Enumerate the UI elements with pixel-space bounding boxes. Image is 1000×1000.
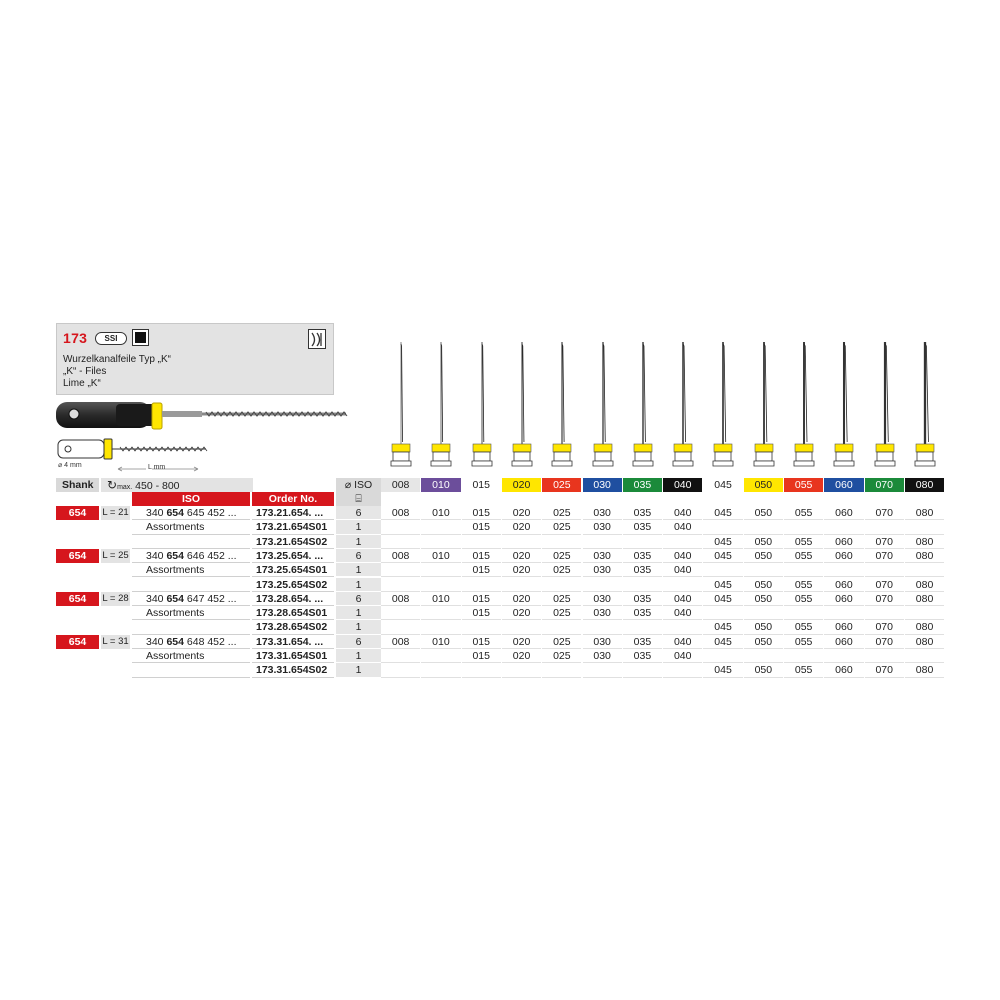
size-cell [865, 649, 904, 663]
iso-code-cell [132, 649, 250, 663]
size-cell: 045 [703, 535, 742, 549]
size-cell: 045 [703, 506, 742, 520]
size-cell: 020 [502, 649, 541, 663]
size-cell: 025 [542, 649, 581, 663]
size-cell: 020 [502, 563, 541, 577]
iso-size-header-035: 035 [623, 478, 662, 492]
iso-code-cell [132, 620, 250, 634]
file-illustration-055 [784, 338, 824, 472]
table-row [56, 620, 945, 634]
size-cell: 080 [905, 635, 944, 649]
size-cell: 035 [623, 592, 662, 606]
iso-size-header-070: 070 [865, 478, 904, 492]
size-cell [623, 620, 662, 634]
pack-quantity: 1 [336, 606, 381, 620]
iso-code-part: 648 452 ... [183, 635, 237, 648]
size-cell: 070 [865, 592, 904, 606]
shank-badge: 654 [56, 506, 99, 520]
iso-size-header-008: 008 [381, 478, 420, 492]
iso-code-cell [132, 549, 250, 563]
size-cell: 015 [462, 606, 501, 620]
file-illustration-010 [421, 338, 461, 472]
order-number[interactable]: 173.21.654S02 [252, 535, 334, 549]
size-cell [421, 663, 460, 677]
shank-badge: 654 [56, 549, 99, 563]
file-photo [56, 398, 348, 436]
size-cell [421, 649, 460, 663]
iso-code-part: 654 [166, 635, 184, 648]
size-cell: 080 [905, 535, 944, 549]
table-row [56, 606, 945, 620]
table-row [56, 578, 945, 592]
file-illustration-045 [703, 338, 743, 472]
size-cell [663, 535, 702, 549]
pack-quantity: 6 [336, 592, 381, 606]
size-cell: 070 [865, 663, 904, 677]
size-cell: 050 [744, 635, 783, 649]
size-cell: 035 [623, 506, 662, 520]
iso-code-part: 340 [146, 592, 167, 605]
size-cell: 055 [784, 592, 823, 606]
iso-size-header-010: 010 [421, 478, 460, 492]
size-cell [542, 663, 581, 677]
size-cell: 035 [623, 520, 662, 534]
size-cell [784, 563, 823, 577]
iso-column-header: ISO [132, 492, 250, 506]
size-cell: 035 [623, 606, 662, 620]
order-number[interactable]: 173.31.654S02 [252, 663, 334, 677]
autoclave-icon [308, 329, 326, 349]
speed-value: 450 - 800 [135, 480, 180, 492]
size-cell: 070 [865, 635, 904, 649]
size-cell [583, 620, 622, 634]
size-cell: 045 [703, 620, 742, 634]
pack-quantity: 1 [336, 578, 381, 592]
size-cell: 020 [502, 549, 541, 563]
length-label: L = 21 [101, 506, 130, 520]
table-row [56, 663, 945, 677]
size-cell: 020 [502, 592, 541, 606]
size-cell: 010 [421, 506, 460, 520]
size-cell: 030 [583, 592, 622, 606]
iso-code-cell [132, 578, 250, 592]
product-name-en: „K“ - Files [63, 366, 107, 377]
table-row [56, 649, 945, 663]
order-number[interactable]: 173.25.654. ... [252, 549, 334, 563]
size-cell: 080 [905, 592, 944, 606]
size-cell: 060 [824, 578, 863, 592]
size-cell [381, 563, 420, 577]
iso-code-cell [132, 663, 250, 677]
size-cell [744, 649, 783, 663]
pack-quantity: 1 [336, 663, 381, 677]
order-number[interactable]: 173.31.654S01 [252, 649, 334, 663]
size-cell: 050 [744, 620, 783, 634]
length-label: L = 31 [101, 635, 130, 649]
size-cell: 060 [824, 620, 863, 634]
size-cell: 050 [744, 535, 783, 549]
size-cell: 008 [381, 549, 420, 563]
order-number[interactable]: 173.21.654S01 [252, 520, 334, 534]
pack-quantity: 6 [336, 506, 381, 520]
table-header-row [56, 478, 945, 492]
rotation-speed-icon: ↻ [107, 478, 118, 492]
table-row [56, 535, 945, 549]
iso-code-part: 647 452 ... [183, 592, 237, 605]
size-cell: 055 [784, 578, 823, 592]
table-row [56, 563, 945, 577]
iso-size-header-055: 055 [784, 478, 823, 492]
size-cell: 030 [583, 649, 622, 663]
diameter-iso-header: ⌀ ISO [336, 478, 381, 492]
size-cell: 045 [703, 635, 742, 649]
product-name-de: Wurzelkanalfeile Typ „K“ [63, 354, 172, 365]
size-cell: 045 [703, 578, 742, 592]
size-cell: 070 [865, 549, 904, 563]
iso-code-part: 646 452 ... [183, 549, 237, 562]
file-illustration-020 [502, 338, 542, 472]
size-cell: 015 [462, 635, 501, 649]
size-cell [421, 620, 460, 634]
size-cell: 020 [502, 506, 541, 520]
size-cell [381, 578, 420, 592]
size-cell: 055 [784, 549, 823, 563]
size-cell [583, 663, 622, 677]
size-cell: 020 [502, 635, 541, 649]
size-cell [502, 620, 541, 634]
file-illustration-070 [865, 338, 905, 472]
order-number-column-header: Order No. [252, 492, 334, 506]
file-illustration-035 [623, 338, 663, 472]
iso-size-header-080: 080 [905, 478, 944, 492]
size-cell: 055 [784, 635, 823, 649]
size-cell: 040 [663, 563, 702, 577]
iso-code-part: 340 [146, 549, 167, 562]
iso-size-header-030: 030 [583, 478, 622, 492]
size-cell [703, 520, 742, 534]
size-cell: 015 [462, 549, 501, 563]
table-row [56, 549, 945, 563]
order-number[interactable]: 173.28.654S01 [252, 606, 334, 620]
table-row [56, 506, 945, 520]
iso-code-part: Assortments [146, 564, 205, 577]
material-badge: SSI [95, 332, 127, 345]
size-cell: 020 [502, 520, 541, 534]
size-cell [905, 606, 944, 620]
order-number[interactable]: 173.21.654. ... [252, 506, 334, 520]
length-label: L = 28 [101, 592, 130, 606]
size-cell: 015 [462, 592, 501, 606]
size-cell: 010 [421, 549, 460, 563]
pack-quantity: 1 [336, 620, 381, 634]
size-cell: 035 [623, 649, 662, 663]
file-illustration-040 [663, 338, 703, 472]
size-cell [744, 520, 783, 534]
size-cell: 025 [542, 549, 581, 563]
size-cell [421, 520, 460, 534]
pack-quantity: 1 [336, 520, 381, 534]
size-cell [865, 520, 904, 534]
size-cell: 030 [583, 549, 622, 563]
table-row [56, 592, 945, 606]
order-number[interactable]: 173.28.654S02 [252, 620, 334, 634]
size-cell [542, 620, 581, 634]
size-cell [744, 563, 783, 577]
order-number[interactable]: 173.25.654S02 [252, 578, 334, 592]
pack-quantity: 1 [336, 649, 381, 663]
iso-code-part: 654 [166, 592, 184, 605]
size-cell [824, 606, 863, 620]
size-cell [381, 649, 420, 663]
shank-badge: 654 [56, 592, 99, 606]
size-cell [865, 606, 904, 620]
size-cell: 060 [824, 535, 863, 549]
iso-code-part: 340 [146, 635, 167, 648]
size-cell: 010 [421, 592, 460, 606]
size-cell: 025 [542, 592, 581, 606]
size-cell [623, 663, 662, 677]
size-cell: 070 [865, 535, 904, 549]
size-cell: 060 [824, 635, 863, 649]
size-cell: 025 [542, 606, 581, 620]
size-cell: 055 [784, 663, 823, 677]
file-diagram [56, 436, 216, 476]
size-cell [381, 535, 420, 549]
product-name [63, 354, 171, 390]
size-cell [381, 520, 420, 534]
size-cell: 035 [623, 549, 662, 563]
size-cell: 050 [744, 663, 783, 677]
size-cell [502, 578, 541, 592]
file-illustration-025 [542, 338, 582, 472]
product-name-fr: Lime „K“ [63, 378, 101, 389]
size-cell: 030 [583, 520, 622, 534]
size-cell [542, 535, 581, 549]
size-cell [784, 520, 823, 534]
size-cell: 010 [421, 635, 460, 649]
iso-code-part: 654 [166, 549, 184, 562]
iso-code-part: Assortments [146, 650, 205, 662]
size-cell [462, 620, 501, 634]
size-cell [703, 649, 742, 663]
size-cell: 025 [542, 520, 581, 534]
size-cell: 040 [663, 506, 702, 520]
size-cell: 070 [865, 506, 904, 520]
size-cell [421, 563, 460, 577]
iso-size-header-045: 045 [703, 478, 742, 492]
size-cell [663, 578, 702, 592]
size-cell [381, 663, 420, 677]
file-illustration-030 [583, 338, 623, 472]
shank-header: Shank [56, 478, 99, 492]
table-subheader-row [56, 492, 945, 506]
size-cell [421, 535, 460, 549]
iso-code-cell [132, 635, 250, 649]
iso-code-cell [132, 506, 250, 520]
table-row [56, 520, 945, 534]
size-cell: 055 [784, 620, 823, 634]
size-cell [381, 606, 420, 620]
iso-size-header-040: 040 [663, 478, 702, 492]
product-header [56, 323, 334, 395]
pack-icon: ⌸ [336, 492, 381, 506]
size-cell: 008 [381, 592, 420, 606]
size-cell: 050 [744, 592, 783, 606]
size-cell: 040 [663, 606, 702, 620]
size-cell: 015 [462, 649, 501, 663]
diameter-label: ⌀ 4 mm [58, 462, 82, 469]
size-cell [703, 563, 742, 577]
size-cell [462, 535, 501, 549]
size-cell: 040 [663, 649, 702, 663]
size-cell: 015 [462, 506, 501, 520]
table-row [56, 635, 945, 649]
size-cell [744, 606, 783, 620]
size-cell [663, 663, 702, 677]
iso-code-cell [132, 563, 250, 577]
size-cell [502, 663, 541, 677]
size-cell: 008 [381, 635, 420, 649]
size-cell: 040 [663, 549, 702, 563]
size-cell: 045 [703, 592, 742, 606]
iso-size-header-015: 015 [462, 478, 501, 492]
size-cell: 030 [583, 635, 622, 649]
size-cell [824, 563, 863, 577]
order-number[interactable]: 173.28.654. ... [252, 592, 334, 606]
size-cell: 040 [663, 592, 702, 606]
iso-code-part: 645 452 ... [183, 507, 237, 519]
speed-max-label: max. [117, 484, 133, 491]
size-cell: 035 [623, 635, 662, 649]
size-cell [824, 520, 863, 534]
size-cell: 055 [784, 535, 823, 549]
speed-header [101, 478, 253, 492]
size-cell: 025 [542, 635, 581, 649]
length-label: L = 25 [101, 549, 130, 563]
iso-code-cell [132, 535, 250, 549]
size-cell [421, 606, 460, 620]
size-cell: 080 [905, 578, 944, 592]
order-number[interactable]: 173.31.654. ... [252, 635, 334, 649]
size-cell [462, 663, 501, 677]
size-cell [502, 535, 541, 549]
file-illustration-050 [744, 338, 784, 472]
file-outline-drawing [56, 436, 216, 476]
size-cell [905, 563, 944, 577]
size-cell: 008 [381, 506, 420, 520]
size-cell [865, 563, 904, 577]
size-cell [623, 535, 662, 549]
size-cell [905, 520, 944, 534]
size-cell [905, 649, 944, 663]
file-illustration-080 [905, 338, 945, 472]
size-cell [421, 578, 460, 592]
iso-code-cell [132, 520, 250, 534]
size-cell: 035 [623, 563, 662, 577]
length-label: L mm [148, 464, 166, 471]
size-cell: 050 [744, 578, 783, 592]
file-illustration-008 [381, 338, 421, 472]
size-cell [583, 578, 622, 592]
size-cell: 025 [542, 506, 581, 520]
iso-code-cell [132, 592, 250, 606]
pack-quantity: 6 [336, 549, 381, 563]
size-cell: 030 [583, 563, 622, 577]
pack-quantity: 1 [336, 563, 381, 577]
size-cell: 080 [905, 663, 944, 677]
file-illustration-015 [462, 338, 502, 472]
size-cell: 060 [824, 592, 863, 606]
size-cell: 050 [744, 549, 783, 563]
size-cell: 045 [703, 663, 742, 677]
size-cell: 055 [784, 506, 823, 520]
size-cell: 040 [663, 520, 702, 534]
size-cell: 060 [824, 506, 863, 520]
size-cell [784, 606, 823, 620]
iso-size-header-025: 025 [542, 478, 581, 492]
size-cell: 070 [865, 620, 904, 634]
file-illustration-060 [824, 338, 864, 472]
size-cell [703, 606, 742, 620]
size-cell: 020 [502, 606, 541, 620]
size-cell: 080 [905, 620, 944, 634]
size-cell: 070 [865, 578, 904, 592]
size-cell: 040 [663, 635, 702, 649]
size-cell: 045 [703, 549, 742, 563]
shank-badge: 654 [56, 635, 99, 649]
iso-size-header-020: 020 [502, 478, 541, 492]
size-cell: 060 [824, 663, 863, 677]
size-cell [542, 578, 581, 592]
iso-code-part: 340 [146, 507, 167, 519]
size-cell [784, 649, 823, 663]
size-cell: 080 [905, 506, 944, 520]
order-number[interactable]: 173.25.654S01 [252, 563, 334, 577]
size-cell [381, 620, 420, 634]
iso-size-header-050: 050 [744, 478, 783, 492]
square-cross-section-icon [132, 329, 149, 346]
size-cell: 015 [462, 563, 501, 577]
pack-quantity: 6 [336, 635, 381, 649]
pack-quantity: 1 [336, 535, 381, 549]
iso-code-part: 654 [166, 507, 184, 519]
product-number: 173 [63, 330, 88, 346]
size-cell [623, 578, 662, 592]
size-cell: 080 [905, 549, 944, 563]
size-cell: 050 [744, 506, 783, 520]
size-cell [663, 620, 702, 634]
size-cell: 025 [542, 563, 581, 577]
size-cell: 030 [583, 506, 622, 520]
size-cell [824, 649, 863, 663]
iso-code-cell [132, 606, 250, 620]
iso-code-part: Assortments [146, 607, 205, 620]
size-cell [462, 578, 501, 592]
size-cell: 030 [583, 606, 622, 620]
iso-code-part: Assortments [146, 521, 205, 534]
size-cell [583, 535, 622, 549]
iso-size-header-060: 060 [824, 478, 863, 492]
size-cell: 060 [824, 549, 863, 563]
size-cell: 015 [462, 520, 501, 534]
